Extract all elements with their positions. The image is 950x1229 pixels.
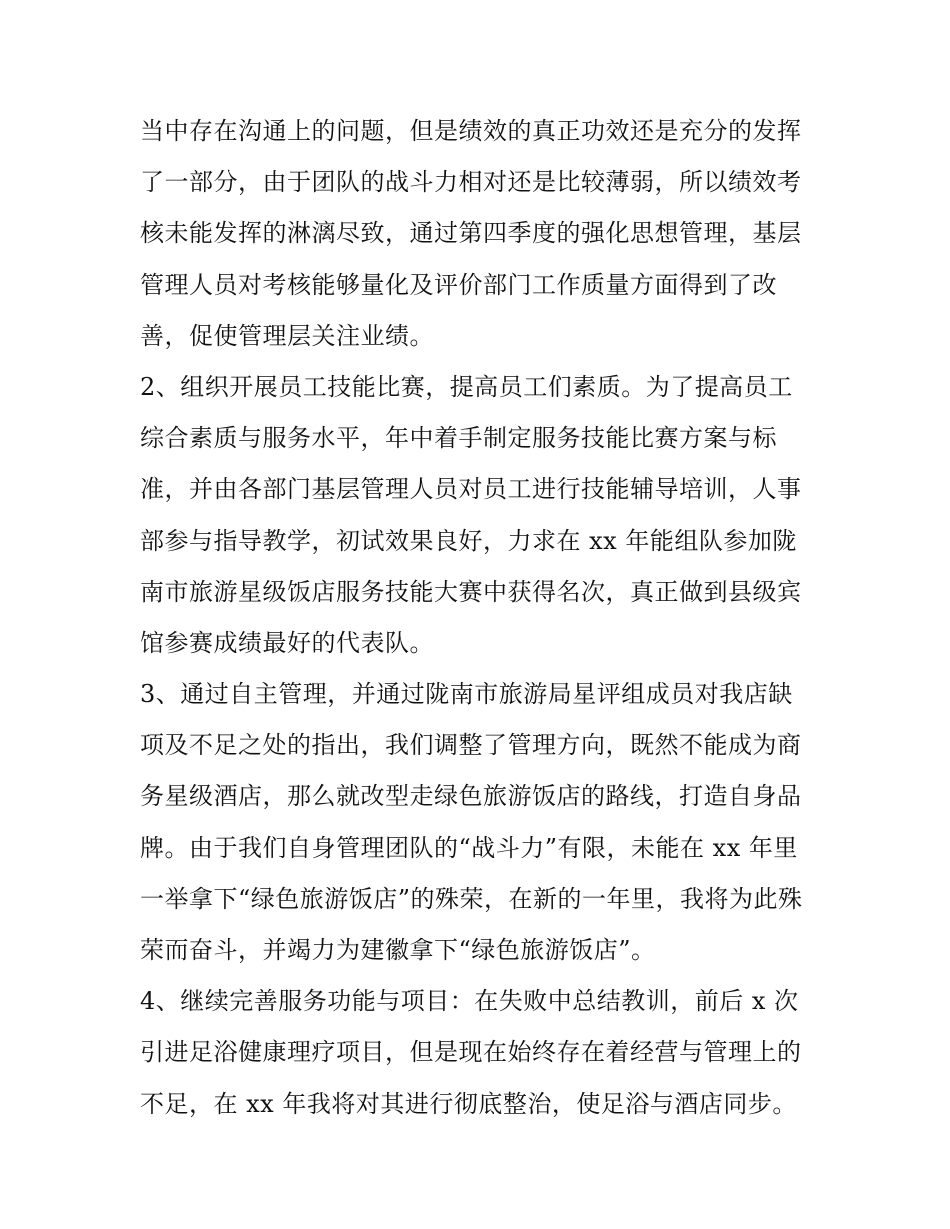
text-line: 一举拿下“绿色旅游饭店”的殊荣，在新的一年里，我将为此殊: [140, 884, 803, 913]
text-line: 荣而奋斗，并竭力为建徽拿下“绿色旅游饭店”。: [140, 936, 656, 964]
text-line: 南市旅游星级饭店服务技能大赛中获得名次，真正做到县级宾: [140, 577, 802, 606]
text-line: 综合素质与服务水平，年中着手制定服务技能比赛方案与标: [140, 424, 777, 453]
text-line: 准，并由各部门基层管理人员对员工进行技能辅导培训，人事: [140, 475, 802, 504]
text-line: 当中存在沟通上的问题，但是绩效的真正功效还是充分的发挥: [140, 117, 802, 145]
text-line: 部参与指导教学，初试效果良好，力求在 xx 年能组队参加陇: [140, 526, 797, 555]
text-line: 4、继续完善服务功能与项目：在失败中总结教训，前后 x 次: [140, 987, 799, 1016]
text-line: 核未能发挥的淋漓尽致，通过第四季度的强化思想管理，基层: [140, 219, 802, 248]
paragraph-4: [140, 976, 815, 1130]
text-line: 善，促使管理层关注业绩。: [140, 321, 434, 350]
text-line: 牌。由于我们自身管理团队的“战斗力”有限，未能在 xx 年里: [140, 833, 798, 862]
paragraph-1: [140, 106, 815, 362]
text-line: 引进足浴健康理疗项目，但是现在始终存在着经营与管理上的: [140, 1038, 802, 1067]
text-line: 项及不足之处的指出，我们调整了管理方向，既然不能成为商: [140, 731, 802, 760]
text-line: 馆参赛成绩最好的代表队。: [140, 628, 434, 657]
paragraph-2: [140, 362, 815, 669]
text-line: 务星级酒店，那么就改型走绿色旅游饭店的路线，打造自身品: [140, 782, 802, 811]
text-line: 2、组织开展员工技能比赛，提高员工们素质。为了提高员工: [140, 372, 793, 401]
document-body: [140, 106, 815, 1130]
text-line: 3、通过自主管理，并通过陇南市旅游局星评组成员对我店缺: [140, 680, 793, 709]
paragraph-3: [140, 669, 815, 976]
text-line: 了一部分，由于团队的战斗力相对还是比较薄弱，所以绩效考: [140, 168, 802, 197]
text-line: 不足，在 xx 年我将对其进行彻底整治，使足浴与酒店同步。: [140, 1089, 797, 1118]
text-line: 管理人员对考核能够量化及评价部门工作质量方面得到了改: [140, 270, 777, 299]
